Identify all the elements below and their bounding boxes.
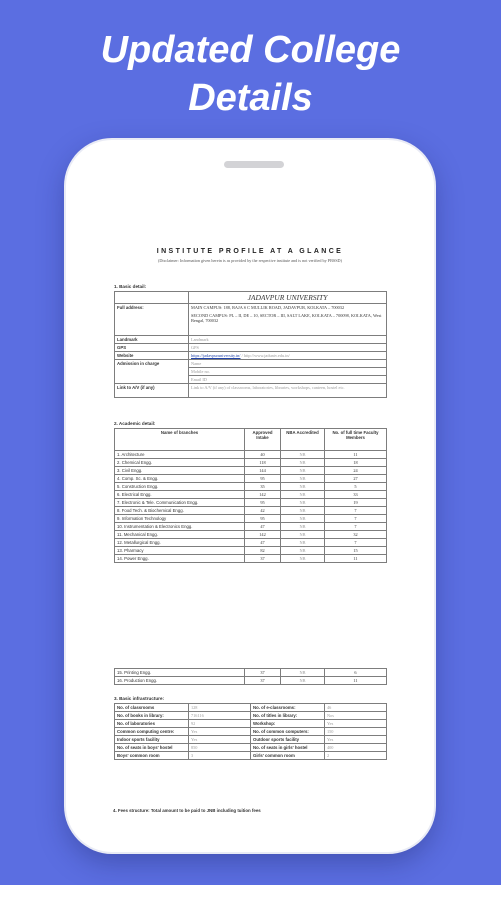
table-row	[115, 292, 387, 304]
faculty-count: 7	[325, 515, 387, 523]
label-full-address: Full address:	[115, 304, 189, 336]
headline	[0, 26, 501, 122]
column-header-faculty: No. of full time Faculty Members	[325, 429, 387, 451]
nba-accredited: NB	[281, 523, 325, 531]
table-row	[115, 459, 387, 467]
nba-accredited: NB	[281, 531, 325, 539]
infra-label: No. of classrooms	[115, 704, 189, 712]
table-row	[115, 352, 387, 360]
nba-accredited: NB	[281, 507, 325, 515]
infra-value: Yes	[189, 728, 251, 736]
table-row	[115, 704, 387, 712]
table-row	[115, 736, 387, 744]
infra-value: 850	[189, 744, 251, 752]
university-name: JADAVPUR UNIVERSITY	[189, 292, 387, 304]
column-header-branch: Name of branches	[115, 429, 245, 451]
nba-accredited: NB	[281, 515, 325, 523]
infra-value: 2	[325, 752, 387, 760]
academic-detail-table	[114, 428, 387, 563]
faculty-count: 11	[325, 677, 387, 685]
infra-value: Yes	[325, 736, 387, 744]
branch-name: 5. Construction Engg.	[115, 483, 245, 491]
admission-email: Email ID	[191, 377, 207, 382]
section-infrastructure-heading: 3. Basic infrastructure:	[114, 696, 165, 701]
nba-accredited: NB	[281, 467, 325, 475]
branch-name: 14. Power Engg.	[115, 555, 245, 563]
website-alt: / http://www.jaduniv.edu.in/	[241, 353, 290, 358]
section-fees-heading: 4. Fees structure: Total amount to be paid to JNB including tuition fees	[113, 808, 261, 813]
approved-intake: 95	[245, 475, 281, 483]
nba-accredited: NB	[281, 669, 325, 677]
faculty-count: 32	[325, 531, 387, 539]
section-basic-detail-heading: 1. Basic detail:	[114, 284, 147, 289]
branch-name: 10. Instrumentation & Electronics Engg.	[115, 523, 245, 531]
infra-label: No. of titles in library:	[251, 712, 325, 720]
table-row	[115, 531, 387, 539]
faculty-count: 11	[325, 451, 387, 459]
table-row	[115, 344, 387, 352]
value-admission-in-charge	[189, 360, 387, 384]
approved-intake: 95	[245, 515, 281, 523]
table-row	[115, 304, 387, 336]
table-row	[115, 360, 387, 384]
table-row	[115, 451, 387, 459]
infra-value: Yes	[325, 720, 387, 728]
label-admission-in-charge: Admission in charge	[115, 360, 189, 384]
table-cell	[115, 292, 189, 304]
faculty-count: 18	[325, 459, 387, 467]
table-row	[115, 499, 387, 507]
branch-name: 8. Food Tech. & Biochemical Engg.	[115, 507, 245, 515]
infra-label: No. of seats in girls' hostel	[251, 744, 325, 752]
section-academic-detail-heading: 2. Academic detail:	[114, 421, 156, 426]
approved-intake: 47	[245, 539, 281, 547]
infra-label: Outdoor sports facility	[251, 736, 325, 744]
faculty-count: 5	[325, 483, 387, 491]
pdf-document	[78, 216, 422, 816]
value-website	[189, 352, 387, 360]
infra-label: No. of seats in boys' hostel	[115, 744, 189, 752]
admission-name: Name	[189, 360, 386, 368]
nba-accredited: NB	[281, 555, 325, 563]
branch-name: 12. Metallurgical Engg.	[115, 539, 245, 547]
column-header-nba: NBA Accredited	[281, 429, 325, 451]
infra-label: Indoor sports facility	[115, 736, 189, 744]
table-row	[115, 744, 387, 752]
infra-value: 400	[325, 744, 387, 752]
branch-name: 1. Architecture	[115, 451, 245, 459]
nba-accredited: NB	[281, 483, 325, 491]
nba-accredited: NB	[281, 547, 325, 555]
headline-line-1: Updated College	[100, 29, 401, 71]
approved-intake: 37	[245, 555, 281, 563]
faculty-count: 33	[325, 491, 387, 499]
table-row	[115, 712, 387, 720]
branch-name: 9. Information Technology	[115, 515, 245, 523]
faculty-count: 7	[325, 539, 387, 547]
table-row	[115, 507, 387, 515]
table-row	[115, 515, 387, 523]
approved-intake: 144	[245, 467, 281, 475]
faculty-count: 15	[325, 547, 387, 555]
basic-detail-table	[114, 291, 387, 398]
infra-label: Common computing centre:	[115, 728, 189, 736]
nba-accredited: NB	[281, 677, 325, 685]
faculty-count: 7	[325, 507, 387, 515]
value-link-av: Link to A/V (if any) of classrooms, laboratories, libraries, workshops, canteen, hostel etc.	[189, 384, 387, 398]
value-landmark: Landmark	[189, 336, 387, 344]
branch-name: 13. Pharmacy	[115, 547, 245, 555]
nba-accredited: NB	[281, 491, 325, 499]
admission-mobile: Mobile no.	[189, 368, 386, 376]
nba-accredited: NB	[281, 539, 325, 547]
table-row	[115, 336, 387, 344]
table-row	[115, 539, 387, 547]
table-row	[115, 491, 387, 499]
table-row	[115, 475, 387, 483]
table-row	[115, 720, 387, 728]
infra-label: No. of common computers:	[251, 728, 325, 736]
infra-value: 3	[189, 752, 251, 760]
faculty-count: 7	[325, 523, 387, 531]
faculty-count: 11	[325, 555, 387, 563]
faculty-count: 6	[325, 669, 387, 677]
infra-label: No. of books in library:	[115, 712, 189, 720]
document-title: INSTITUTE PROFILE AT A GLANCE	[156, 248, 344, 255]
website-link[interactable]: https://jadavpuruniversity.in/	[191, 353, 241, 358]
branch-name: 2. Chemical Engg.	[115, 459, 245, 467]
value-gps: GPS	[189, 344, 387, 352]
table-row	[115, 669, 387, 677]
branch-name: 4. Comp. Sc. & Engg.	[115, 475, 245, 483]
document-disclaimer: (Disclaimer: Information given herein is as provided by the respective institute and is not verified by PBSSD)	[158, 258, 342, 263]
table-header-row	[115, 429, 387, 451]
academic-detail-table-continued	[114, 668, 387, 685]
branch-name: 7. Electronic & Tele. Communication Engg.	[115, 499, 245, 507]
bottom-strip	[0, 885, 501, 900]
table-row	[115, 483, 387, 491]
approved-intake: 37	[245, 669, 281, 677]
approved-intake: 47	[245, 523, 281, 531]
infra-label: Girls' common room	[251, 752, 325, 760]
table-row	[115, 523, 387, 531]
phone-screen[interactable]	[78, 216, 422, 816]
table-row	[115, 752, 387, 760]
infra-value: 128	[189, 704, 251, 712]
infra-value: Yes	[189, 736, 251, 744]
nba-accredited: NB	[281, 475, 325, 483]
infrastructure-table	[114, 703, 387, 760]
infra-value: 46	[325, 704, 387, 712]
approved-intake: 40	[245, 451, 281, 459]
branch-name: 3. Civil Engg.	[115, 467, 245, 475]
infra-value: 92	[189, 720, 251, 728]
nba-accredited: NB	[281, 459, 325, 467]
approved-intake: 37	[245, 677, 281, 685]
phone-mockup	[66, 140, 434, 852]
label-landmark: Landmark	[115, 336, 189, 344]
nba-accredited: NB	[281, 451, 325, 459]
table-row	[115, 555, 387, 563]
infra-value: 150	[325, 728, 387, 736]
infra-value: Nos	[325, 712, 387, 720]
approved-intake: 118	[245, 459, 281, 467]
table-row	[115, 677, 387, 685]
headline-line-2: Details	[188, 77, 313, 119]
faculty-count: 27	[325, 475, 387, 483]
label-gps: GPS	[115, 344, 189, 352]
label-website: Website	[115, 352, 189, 360]
table-row	[115, 547, 387, 555]
second-campus-address: SECOND CAMPUS: PL – II, DE – 10, SECTOR – III, SALT LAKE, KOLKATA – 700098, KOLKATA, West Bengal, 700032	[191, 313, 382, 323]
main-campus-address: MAIN CAMPUS: 188, RAJA S C MULLIK ROAD, JADAVPUR, KOLKATA – 700032	[191, 305, 345, 310]
infra-label: No. of laboratories	[115, 720, 189, 728]
column-header-intake: Approved Intake	[245, 429, 281, 451]
value-full-address	[189, 304, 387, 336]
infra-label: Boys' common room	[115, 752, 189, 760]
table-row	[115, 728, 387, 736]
branch-name: 11. Mechanical Engg.	[115, 531, 245, 539]
phone-speaker	[224, 161, 284, 168]
label-link-av: Link to A/V (if any)	[115, 384, 189, 398]
approved-intake: 142	[245, 491, 281, 499]
infra-value: 716116	[189, 712, 251, 720]
approved-intake: 35	[245, 483, 281, 491]
faculty-count: 19	[325, 499, 387, 507]
approved-intake: 95	[245, 499, 281, 507]
infra-label: No. of e-classrooms:	[251, 704, 325, 712]
table-row	[115, 384, 387, 398]
table-row	[115, 467, 387, 475]
branch-name: 6. Electrical Engg.	[115, 491, 245, 499]
approved-intake: 42	[245, 507, 281, 515]
branch-name: 15. Printing Engg.	[115, 669, 245, 677]
branch-name: 16. Production Engg.	[115, 677, 245, 685]
faculty-count: 24	[325, 467, 387, 475]
approved-intake: 142	[245, 531, 281, 539]
nba-accredited: NB	[281, 499, 325, 507]
infra-label: Workshop:	[251, 720, 325, 728]
approved-intake: 82	[245, 547, 281, 555]
